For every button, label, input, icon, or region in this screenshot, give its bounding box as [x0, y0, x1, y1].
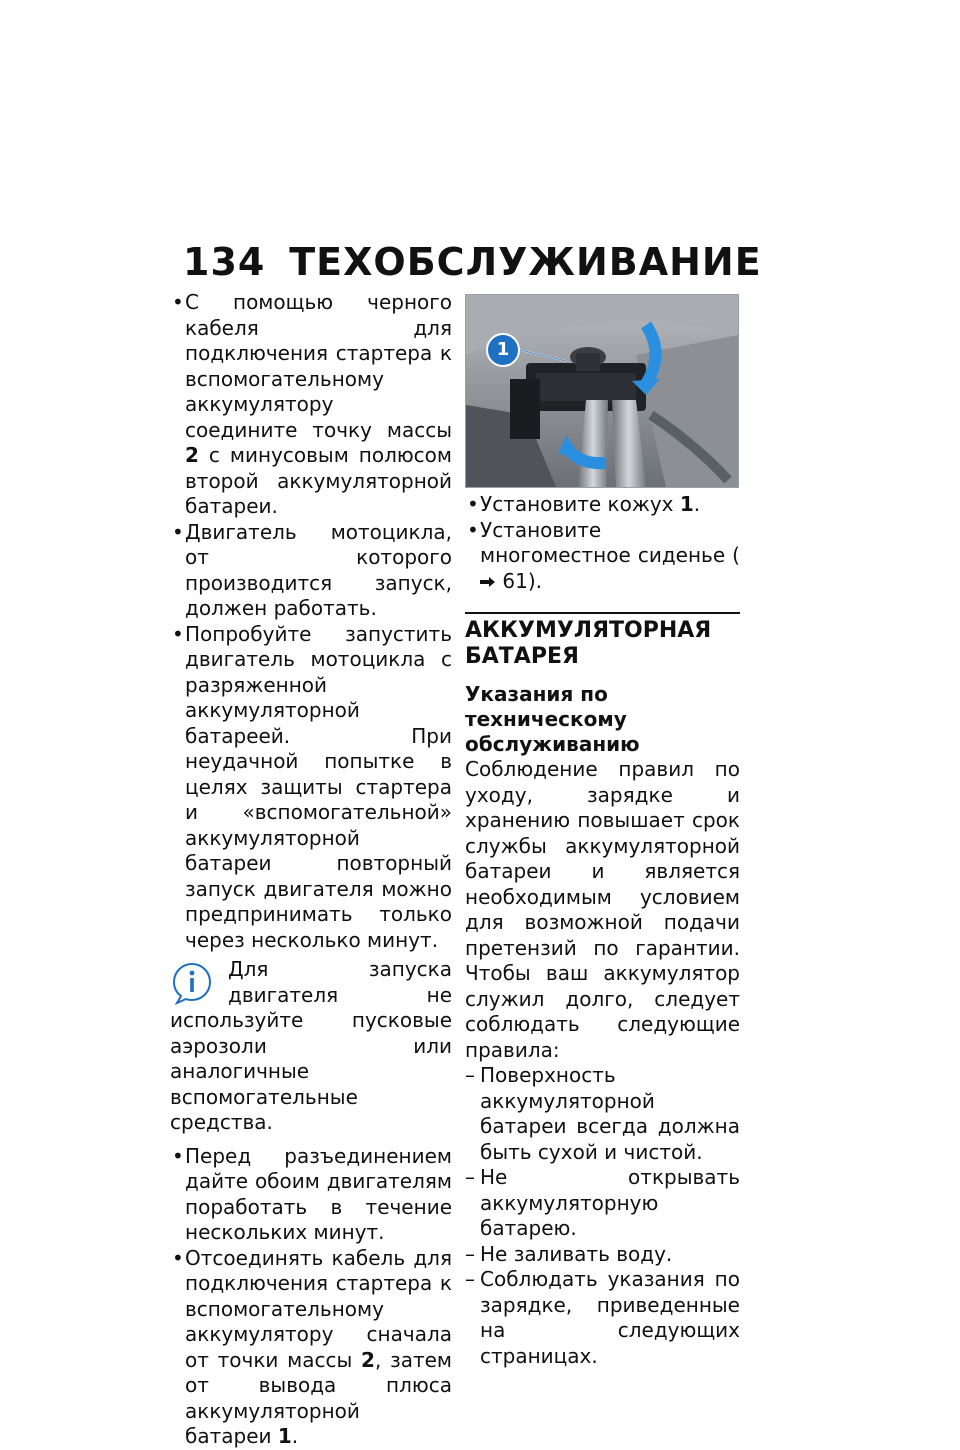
- list-item: • С помощью черного кабеля для подключения стартера к вспомогательному аккумулятору соедините точку массы 2 с минусовым полюсом второй аккумуляторной батареи.: [172, 290, 453, 518]
- left-column: [170, 290, 452, 1450]
- figure-callout: 1: [486, 333, 520, 367]
- list-item: • Двигатель мотоцикла, от которого производится запуск, должен работать.: [172, 519, 452, 620]
- list-item: • Отсоединять кабель для подключения стартера к вспомогательному аккумулятору сначала от точки массы 2, затем от вывода плюса аккумуляторной батареи 1.: [172, 1245, 453, 1448]
- dash-item: – Не заливать воду.: [465, 1241, 673, 1266]
- page-header: [183, 240, 762, 284]
- bullet-dot: •: [172, 1245, 184, 1270]
- list-item: • Установите кожух 1.: [467, 492, 701, 516]
- list-item: • Попробуйте запустить двигатель мотоцикла с разряженной аккумуляторной батареей. При неудачной попытке в целях защиты стартера и «вспомогательной» аккумуляторной батареи повторный запуск двигателя можно предпринимать только через несколько минут.: [172, 621, 452, 952]
- dash-item: – Поверхность аккумуляторной батареи всегда должна быть сухой и чистой.: [465, 1063, 740, 1164]
- dash-marker: –: [465, 1267, 475, 1291]
- photo-illustration: [466, 295, 738, 487]
- battery-cover-photo: [465, 294, 739, 488]
- ref-number: 1: [679, 492, 694, 516]
- page-title: ТЕХОБСЛУЖИВАНИЕ: [289, 240, 762, 284]
- arrow-right-icon: [480, 576, 496, 588]
- paragraph: Соблюдение правил по уходу, зарядке и хранению повышает срок службы аккумуляторной батареи и является необходимым условием для возможной подачи претензий по гарантии. Чтобы ваш аккумулятор служил долго, следует соблюдать следующие правила:: [465, 757, 740, 1062]
- note-text: Для запуска двигателя не используйте пусковые аэрозоли или аналогичные вспомогательные средства.: [170, 957, 452, 1134]
- bullet-dot: •: [172, 519, 184, 544]
- ref-number: 2: [185, 443, 199, 467]
- list-item: • Перед разъединением дайте обоим двигателям поработать в течение нескольких минут.: [172, 1143, 452, 1244]
- bullet-dot: •: [172, 1143, 184, 1168]
- dash-item: – Соблюдать указания по зарядке, приведенные на следующих страницах.: [465, 1267, 740, 1368]
- dash-marker: –: [465, 1165, 475, 1189]
- dash-marker: –: [465, 1063, 475, 1087]
- bullet-dot: •: [467, 492, 479, 516]
- info-note: [170, 957, 452, 1136]
- subsection-title: Указания по техническому обслуживанию: [465, 682, 640, 756]
- list-item: • Установите многоместное сиденье ( 61).: [467, 517, 740, 593]
- info-icon: [170, 961, 214, 1005]
- ref-number: 1: [277, 1424, 292, 1448]
- section-title: АККУМУЛЯТОРНАЯ БАТАРЕЯ: [465, 612, 740, 670]
- right-column: [465, 290, 740, 1369]
- page-number: 134: [183, 240, 266, 284]
- bullet-dot: •: [172, 290, 184, 314]
- dash-marker: –: [465, 1241, 475, 1266]
- ref-number: 2: [361, 1347, 375, 1372]
- dash-item: – Не открывать аккумуляторную батарею.: [465, 1165, 740, 1240]
- bullet-dot: •: [172, 621, 184, 646]
- page-reference[interactable]: 61: [502, 568, 528, 593]
- bullet-dot: •: [467, 517, 479, 542]
